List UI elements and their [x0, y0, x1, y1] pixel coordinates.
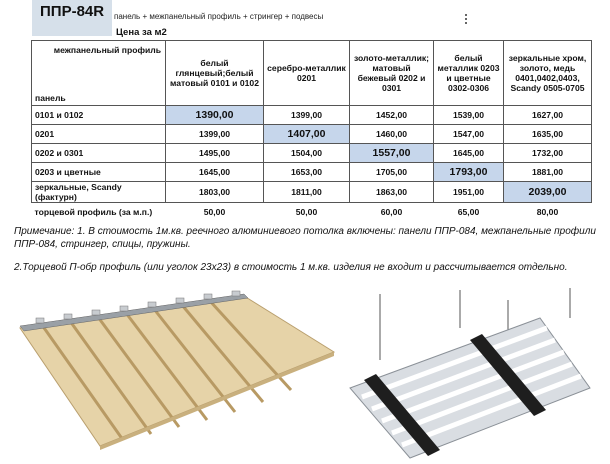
price-cell: 1863,00 [350, 182, 434, 203]
note-2: 2.Торцевой П-обр профиль (или уголок 23х23) в стоимость 1 м.кв. изделия не входит и рассчитывается отдельно. [14, 262, 568, 273]
page-subtitle: панель + межпанельный профиль + стрингер + подвесы [114, 12, 324, 21]
table-footer-row [32, 203, 592, 222]
row-label: 0101 и 0102 [32, 106, 166, 125]
table-header-row [32, 41, 592, 106]
row-label: 0202 и 0301 [32, 144, 166, 163]
page-title: ППР-84R [40, 3, 105, 20]
column-header: золото-металлик; матовый бежевый 0202 и 0301 [350, 41, 434, 106]
row-label: 0201 [32, 125, 166, 144]
price-cell: 1645,00 [434, 144, 504, 163]
price-cell: 1811,00 [264, 182, 350, 203]
price-cell: 1732,00 [504, 144, 592, 163]
footer-cell: 65,00 [457, 207, 480, 217]
price-cell: 1645,00 [166, 163, 264, 182]
footer-cell: 50,00 [295, 207, 318, 217]
price-cell: 1705,00 [350, 163, 434, 182]
price-cell: 1495,00 [166, 144, 264, 163]
table-row [32, 106, 592, 125]
footer-cell: 50,00 [203, 207, 226, 217]
price-cell: 1539,00 [434, 106, 504, 125]
price-cell-highlighted: 1407,00 [264, 125, 350, 144]
table-row [32, 125, 592, 144]
price-cell-highlighted: 1793,00 [434, 163, 504, 182]
corner-top-label: межпанельный профиль [53, 45, 161, 55]
price-cell: 1803,00 [166, 182, 264, 203]
price-cell: 1547,00 [434, 125, 504, 144]
footer-cell: 60,00 [380, 207, 403, 217]
price-cell: 1881,00 [504, 163, 592, 182]
price-cell: 1627,00 [504, 106, 592, 125]
price-cell: 1399,00 [166, 125, 264, 144]
metal-ceiling-illustration [340, 288, 600, 463]
row-label: зеркальные, Scandy (фактурн) [32, 182, 166, 203]
price-cell: 1653,00 [264, 163, 350, 182]
price-cell: 1399,00 [264, 106, 350, 125]
wood-ceiling-illustration [12, 290, 342, 460]
price-cell: 1951,00 [434, 182, 504, 203]
column-header: серебро-металлик 0201 [264, 41, 350, 106]
table-row [32, 182, 592, 203]
table-corner-cell [32, 41, 166, 106]
decorative-dots [465, 14, 473, 24]
note-1: Примечание: 1. В стоимость 1м.кв. реечного алюминиевого потолка включены: панели ППР-084, межпанельные профили ППР-084, стрингер, спицы, пружины. [14, 226, 596, 250]
price-cell: 1635,00 [504, 125, 592, 144]
table-row [32, 144, 592, 163]
table-row [32, 163, 592, 182]
price-cell: 1452,00 [350, 106, 434, 125]
price-cell-highlighted: 2039,00 [504, 182, 592, 203]
price-cell: 1460,00 [350, 125, 434, 144]
corner-bottom-label: панель [35, 93, 66, 103]
column-header: зеркальные хром, золото, медь 0401,0402,0403, Scandy 0505-0705 [504, 41, 592, 106]
price-cell: 1504,00 [264, 144, 350, 163]
price-cell-highlighted: 1390,00 [166, 106, 264, 125]
price-table [31, 40, 592, 221]
price-label: Цена за м2 [116, 27, 167, 38]
price-cell-highlighted: 1557,00 [350, 144, 434, 163]
column-header: белый металлик 0203 и цветные 0302-0306 [434, 41, 504, 106]
row-label: 0203 и цветные [32, 163, 166, 182]
footer-label: торцевой профиль (за м.п.) [34, 207, 153, 217]
footer-cell: 80,00 [536, 207, 559, 217]
column-header: белый глянцевый;белый матовый 0101 и 0102 [166, 41, 264, 106]
